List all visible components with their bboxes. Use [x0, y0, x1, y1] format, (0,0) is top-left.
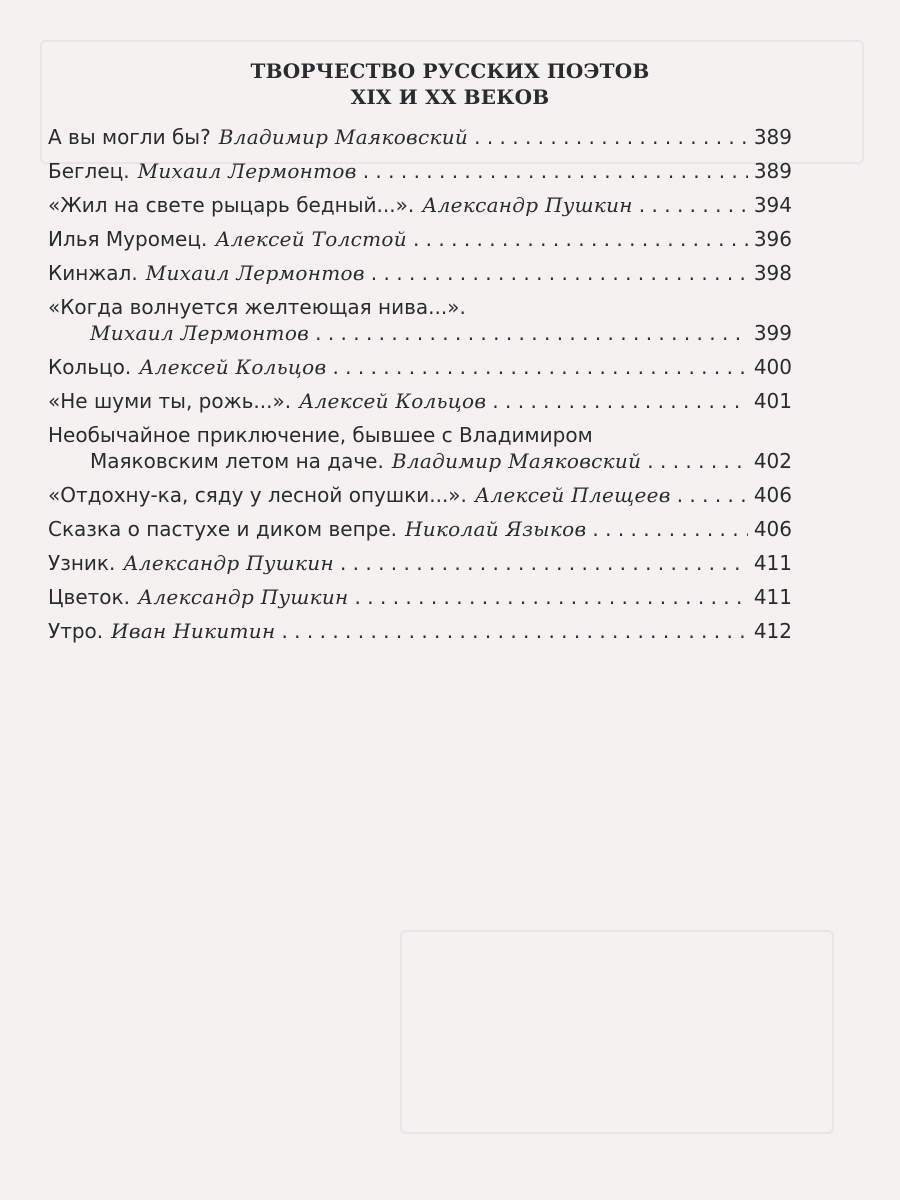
entry-page-number: 412	[753, 619, 792, 643]
toc-entry	[48, 516, 792, 542]
toc-entry	[48, 192, 792, 218]
table-of-contents	[48, 124, 792, 652]
entry-page-number: 396	[753, 227, 792, 251]
entry-page-number: 402	[753, 449, 792, 473]
toc-entry	[48, 260, 792, 286]
toc-entry	[48, 354, 792, 380]
entry-title: Кольцо.	[48, 355, 132, 379]
entry-author: Михаил Лермонтов	[145, 261, 365, 285]
entry-page-number: 389	[753, 125, 792, 149]
entry-author: Александр Пушкин	[137, 585, 349, 609]
dot-leader	[332, 354, 747, 380]
entry-title: «Отдохну-ка, сяду у лесной опушки...».	[48, 483, 467, 507]
entry-title: Беглец.	[48, 159, 130, 183]
entry-title: Илья Муромец.	[48, 227, 208, 251]
entry-author: Михаил Лермонтов	[137, 159, 357, 183]
entry-title: «Не шуми ты, рожь...».	[48, 389, 292, 413]
entry-page-number: 399	[753, 321, 792, 345]
entry-author: Владимир Маяковский	[218, 125, 469, 149]
dot-leader	[592, 516, 747, 542]
toc-entry	[48, 422, 792, 474]
toc-entry	[48, 158, 792, 184]
toc-entry	[48, 226, 792, 252]
entry-page-number: 411	[753, 585, 792, 609]
dot-leader	[639, 192, 748, 218]
dot-leader	[355, 584, 748, 610]
dot-leader	[413, 226, 748, 252]
entry-author: Михаил Лермонтов	[90, 321, 310, 345]
entry-author: Алексей Кольцов	[139, 355, 327, 379]
toc-entry	[48, 618, 792, 644]
dot-leader	[363, 158, 748, 184]
entry-author: Владимир Маяковский	[391, 449, 642, 473]
entry-title-line-2: Маяковским летом на даче.	[90, 449, 384, 473]
entry-page-number: 406	[753, 517, 792, 541]
entry-title: Сказка о пастухе и диком вепре.	[48, 517, 398, 541]
entry-page-number: 398	[753, 261, 792, 285]
toc-entry	[48, 388, 792, 414]
entry-author: Иван Никитин	[111, 619, 276, 643]
entry-page-number: 389	[753, 159, 792, 183]
dot-leader	[315, 320, 748, 346]
entry-title: Утро.	[48, 619, 104, 643]
section-heading-line-2: XIX И XX ВЕКОВ	[350, 85, 550, 109]
entry-title: Цветок.	[48, 585, 130, 609]
entry-page-number: 394	[753, 193, 792, 217]
entry-title: «Когда волнуется желтеющая нива...».	[48, 295, 466, 319]
entry-page-number: 406	[753, 483, 792, 507]
toc-entry	[48, 550, 792, 576]
dot-leader	[492, 388, 748, 414]
entry-page-number: 400	[753, 355, 792, 379]
entry-author: Николай Языков	[405, 517, 587, 541]
entry-author: Александр Пушкин	[422, 193, 633, 217]
toc-entry	[48, 124, 792, 150]
dot-leader	[647, 448, 748, 474]
entry-author: Александр Пушкин	[123, 551, 334, 575]
entry-author: Алексей Кольцов	[299, 389, 487, 413]
entry-title: Узник.	[48, 551, 116, 575]
entry-page-number: 411	[753, 551, 792, 575]
dot-leader	[371, 260, 748, 286]
entry-title: «Жил на свете рыцарь бедный...».	[48, 193, 415, 217]
entry-author: Алексей Плещеев	[474, 483, 671, 507]
toc-entry	[48, 482, 792, 508]
section-heading	[0, 58, 900, 110]
entry-page-number: 401	[753, 389, 792, 413]
dot-leader	[340, 550, 748, 576]
dot-leader	[677, 482, 748, 508]
dot-leader	[281, 618, 747, 644]
bleed-through-frame-bottom	[400, 930, 834, 1134]
dot-leader	[474, 124, 748, 150]
section-heading-line-1: ТВОРЧЕСТВО РУССКИХ ПОЭТОВ	[250, 59, 650, 83]
entry-title: А вы могли бы?	[48, 125, 211, 149]
entry-title-line-1: Необычайное приключение, бывшее с Владимиром	[48, 423, 593, 447]
toc-entry	[48, 294, 792, 346]
entry-author: Алексей Толстой	[215, 227, 407, 251]
toc-entry	[48, 584, 792, 610]
entry-title: Кинжал.	[48, 261, 138, 285]
